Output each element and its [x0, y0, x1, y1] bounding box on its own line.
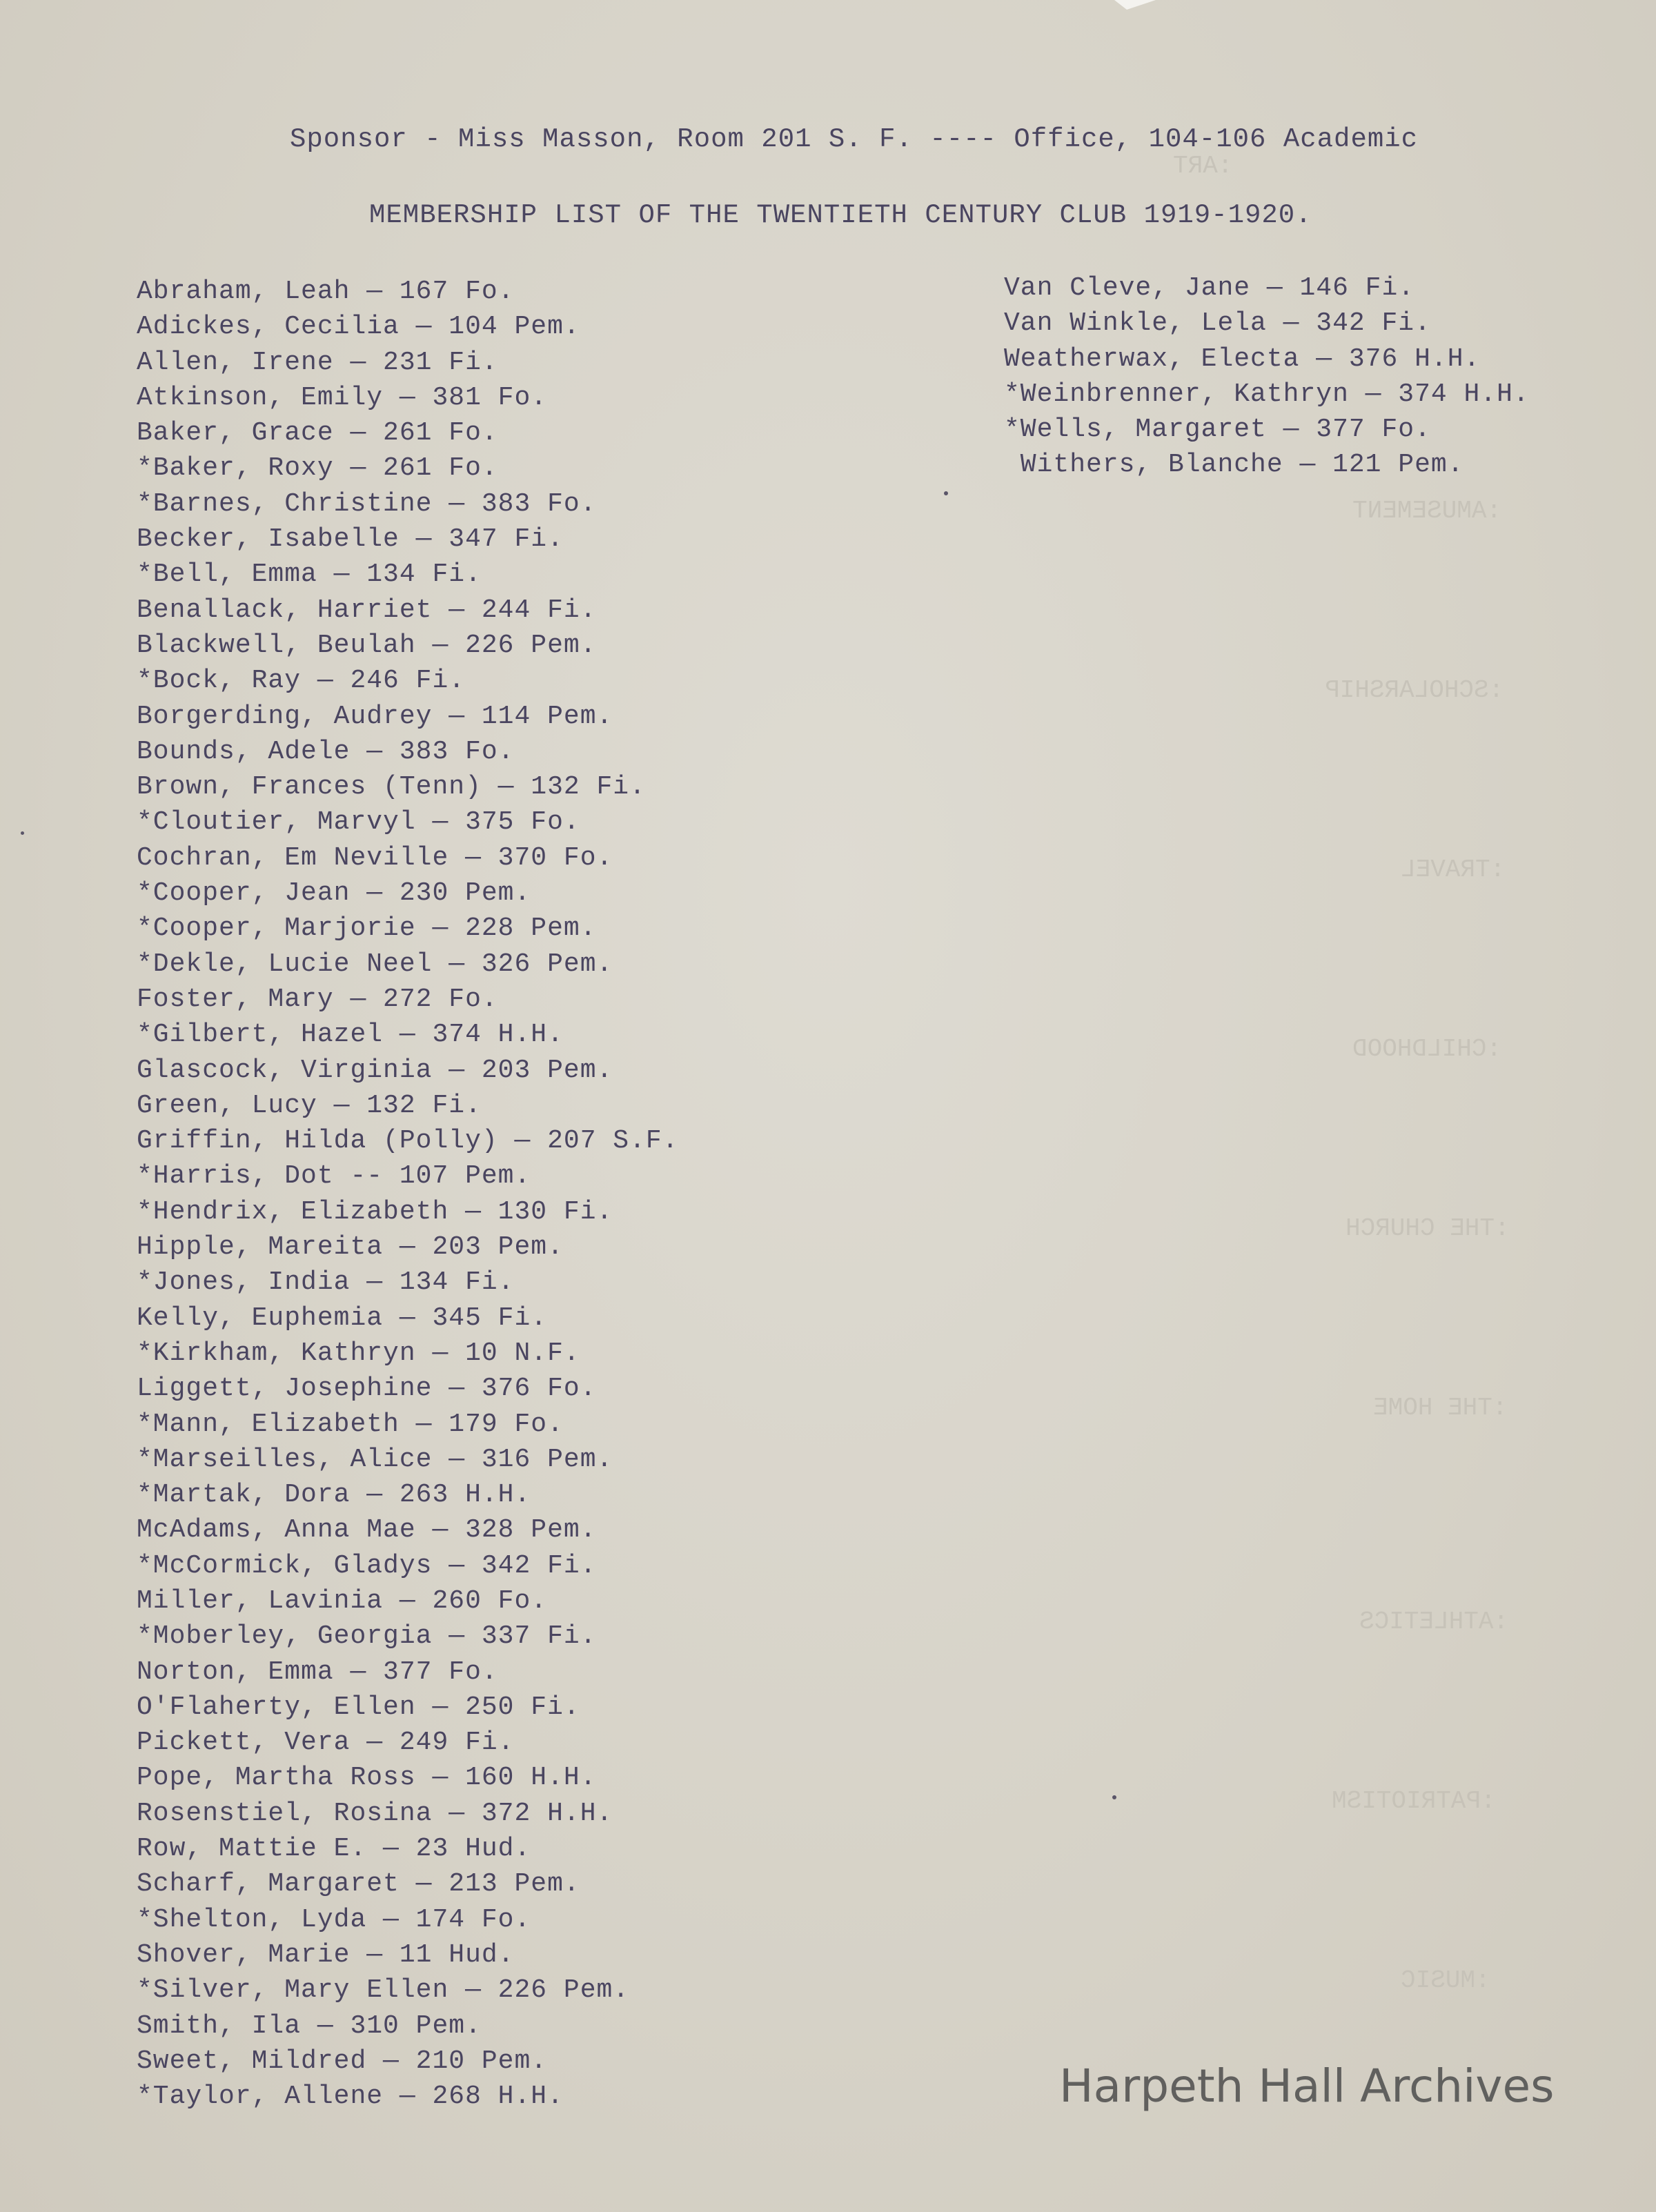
member-entry: Liggett, Josephine — 376 Fo.: [137, 1374, 597, 1404]
member-entry: Brown, Frances (Tenn) — 132 Fi.: [137, 772, 646, 802]
member-entry: Rosenstiel, Rosina — 372 H.H.: [137, 1798, 613, 1828]
member-entry: Allen, Irene — 231 Fi.: [137, 347, 498, 377]
member-entry: Sweet, Mildred — 210 Pem.: [137, 2046, 548, 2076]
member-entry: *Shelton, Lyda — 174 Fo.: [137, 1904, 531, 1935]
bleed-through: :MUSIC: [1401, 1966, 1490, 1995]
member-entry: *Wells, Margaret — 377 Fo.: [1004, 415, 1431, 445]
member-entry: *Mann, Elizabeth — 179 Fo.: [137, 1409, 564, 1439]
member-entry: Van Cleve, Jane — 146 Fi.: [1004, 273, 1415, 303]
bleed-through: :ART: [1173, 152, 1233, 180]
member-entry: *Silver, Mary Ellen — 226 Pem.: [137, 1975, 630, 2006]
member-entry: *Harris, Dot -- 107 Pem.: [137, 1161, 531, 1192]
bleed-through: :CHILDHOOD: [1352, 1035, 1502, 1063]
member-entry: Becker, Isabelle — 347 Fi.: [137, 524, 564, 555]
member-entry: Miller, Lavinia — 260 Fo.: [137, 1586, 548, 1616]
member-entry: Adickes, Cecilia — 104 Pem.: [137, 312, 580, 342]
member-entry: Van Winkle, Lela — 342 Fi.: [1004, 308, 1431, 339]
archive-watermark: Harpeth Hall Archives: [1059, 2060, 1555, 2113]
member-entry: *Gilbert, Hazel — 374 H.H.: [137, 1020, 564, 1050]
bleed-through: :ATHLETICS: [1359, 1608, 1509, 1636]
member-entry: *Cooper, Marjorie — 228 Pem.: [137, 914, 597, 944]
member-entry: Kelly, Euphemia — 345 Fi.: [137, 1303, 548, 1333]
member-entry: Weatherwax, Electa — 376 H.H.: [1004, 344, 1481, 374]
member-list-right: [1004, 270, 1611, 483]
member-entry: Pope, Martha Ross — 160 H.H.: [137, 1763, 597, 1793]
member-entry: *Jones, India — 134 Fi.: [137, 1267, 515, 1298]
member-entry: *McCormick, Gladys — 342 Fi.: [137, 1550, 597, 1581]
bleed-through: :THE CHURCH: [1346, 1214, 1510, 1243]
bleed-through: :SCHOLARSHIP: [1325, 676, 1504, 704]
member-entry: *Weinbrenner, Kathryn — 374 H.H.: [1004, 379, 1530, 409]
member-entry: Bounds, Adele — 383 Fo.: [137, 736, 515, 767]
member-entry: *Taylor, Allene — 268 H.H.: [137, 2082, 564, 2112]
member-entry: *Cloutier, Marvyl — 375 Fo.: [137, 807, 580, 838]
member-entry: *Marseilles, Alice — 316 Pem.: [137, 1444, 613, 1474]
member-entry: *Barnes, Christine — 383 Fo.: [137, 488, 597, 519]
paper-tear: [1114, 0, 1156, 10]
member-entry: Smith, Ila — 310 Pem.: [137, 2011, 482, 2041]
member-entry: *Hendrix, Elizabeth — 130 Fi.: [137, 1196, 613, 1227]
bleed-through: :TRAVEL: [1401, 856, 1506, 884]
member-entry: Blackwell, Beulah — 226 Pem.: [137, 630, 597, 660]
member-entry: Glascock, Virginia — 203 Pem.: [137, 1055, 613, 1085]
bleed-through: :AMUSEMENT: [1352, 497, 1502, 525]
member-entry: Cochran, Em Neville — 370 Fo.: [137, 842, 613, 873]
member-entry: Borgerding, Audrey — 114 Pem.: [137, 701, 613, 731]
member-entry: Withers, Blanche — 121 Pem.: [1004, 450, 1464, 480]
ink-speck: [944, 491, 948, 495]
ink-speck: [1112, 1795, 1116, 1799]
member-list-left: [137, 274, 930, 2114]
member-entry: Pickett, Vera — 249 Fi.: [137, 1728, 515, 1758]
member-entry: Row, Mattie E. — 23 Hud.: [137, 1834, 531, 1864]
member-entry: Norton, Emma — 377 Fo.: [137, 1657, 498, 1687]
ink-speck: [21, 831, 24, 835]
bleed-through: :THE HOME: [1373, 1394, 1508, 1422]
member-entry: O'Flaherty, Ellen — 250 Fi.: [137, 1692, 580, 1722]
member-entry: *Moberley, Georgia — 337 Fi.: [137, 1621, 597, 1652]
bleed-through: :PATRIOTISM: [1332, 1787, 1496, 1815]
member-entry: *Bell, Emma — 134 Fi.: [137, 560, 482, 590]
member-entry: *Baker, Roxy — 261 Fo.: [137, 453, 498, 484]
member-entry: *Bock, Ray — 246 Fi.: [137, 666, 466, 696]
member-entry: Hipple, Mareita — 203 Pem.: [137, 1232, 564, 1263]
member-entry: Scharf, Margaret — 213 Pem.: [137, 1869, 580, 1899]
member-entry: Green, Lucy — 132 Fi.: [137, 1090, 482, 1120]
member-entry: Griffin, Hilda (Polly) — 207 S.F.: [137, 1126, 679, 1156]
member-entry: Abraham, Leah — 167 Fo.: [137, 277, 515, 306]
member-entry: *Dekle, Lucie Neel — 326 Pem.: [137, 949, 613, 979]
member-entry: Atkinson, Emily — 381 Fo.: [137, 382, 548, 413]
member-entry: Baker, Grace — 261 Fo.: [137, 418, 498, 448]
member-entry: Foster, Mary — 272 Fo.: [137, 984, 498, 1014]
sponsor-line: Sponsor - Miss Masson, Room 201 S. F. ---- Office, 104-106 Academic: [290, 124, 1419, 155]
member-entry: McAdams, Anna Mae — 328 Pem.: [137, 1515, 597, 1546]
member-entry: Shover, Marie — 11 Hud.: [137, 1939, 515, 1970]
member-entry: *Martak, Dora — 263 H.H.: [137, 1480, 531, 1510]
member-entry: *Kirkham, Kathryn — 10 N.F.: [137, 1338, 580, 1368]
page-title: MEMBERSHIP LIST OF THE TWENTIETH CENTURY CLUB 1919-1920.: [369, 200, 1312, 230]
member-entry: Benallack, Harriet — 244 Fi.: [137, 595, 597, 625]
member-entry: *Cooper, Jean — 230 Pem.: [137, 878, 531, 909]
